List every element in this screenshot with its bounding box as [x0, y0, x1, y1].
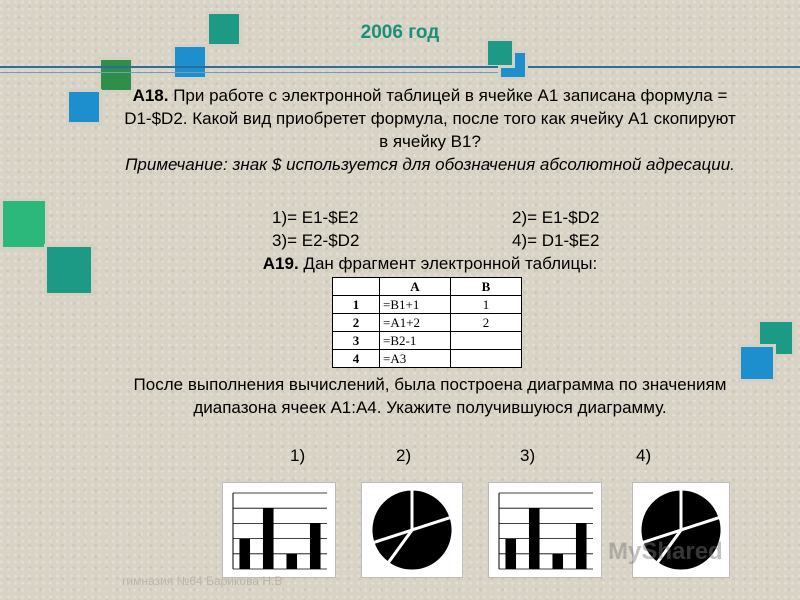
option-4: 4)= D1-$E2 — [512, 231, 600, 250]
decor-square — [172, 44, 208, 80]
a19-after-text: После выполнения вычислений, была построена диаграмма по значениям диапазона ячеек A1:A4. Укажите получившуюся диаграмму. — [133, 375, 727, 417]
table-cell — [451, 332, 522, 350]
table-cell: =B1+1 — [380, 296, 451, 314]
table-cell: 2 — [451, 314, 522, 332]
question-a18 — [118, 84, 742, 176]
bar — [576, 523, 587, 569]
answer-label-2: 2) — [396, 446, 412, 465]
row-number: 4 — [333, 350, 380, 368]
bar — [529, 508, 540, 569]
table-cell: 1 — [451, 296, 522, 314]
row-number: 2 — [333, 314, 380, 332]
bar — [505, 539, 516, 569]
table-header: B — [451, 278, 522, 296]
chart-option-2[interactable] — [361, 482, 463, 578]
table-header — [333, 278, 380, 296]
chart-option-1[interactable] — [222, 482, 336, 578]
a19-question: Дан фрагмент электронной таблицы: — [298, 254, 598, 273]
page-title: 2006 год — [360, 22, 440, 43]
bar — [263, 508, 274, 569]
table-row — [333, 296, 522, 314]
a18-question: При работе с электронной таблицей в ячейке A1 записана формула = D1-$D2. Какой вид приобретет формула, после того как ячейку A1 скопируют в ячейку B1? — [124, 86, 736, 151]
row-number: 1 — [333, 296, 380, 314]
spreadsheet-fragment — [332, 277, 522, 368]
chart-svg — [223, 483, 335, 577]
bar — [310, 523, 321, 569]
answer-label-1: 1) — [290, 446, 306, 465]
table-cell: =A3 — [380, 350, 451, 368]
chart-svg — [489, 483, 601, 577]
option-2: 2)= E1-$D2 — [512, 208, 600, 227]
bar — [286, 554, 297, 569]
question-a19 — [118, 252, 742, 275]
table-row — [333, 350, 522, 368]
chart-svg — [362, 483, 462, 577]
table-cell: =A1+2 — [380, 314, 451, 332]
option-3: 3)= E2-$D2 — [272, 231, 360, 250]
header-rule — [528, 66, 800, 68]
option-1: 1)= E1-$E2 — [272, 208, 359, 227]
table-cell — [451, 350, 522, 368]
table-row — [333, 332, 522, 350]
bar — [552, 554, 563, 569]
decor-square — [44, 244, 94, 296]
answer-label-3: 3) — [520, 446, 536, 465]
header-rule — [0, 72, 498, 73]
table-cell: =B2-1 — [380, 332, 451, 350]
a18-label: А18. — [132, 86, 169, 105]
decor-square — [738, 344, 776, 382]
chart-option-3[interactable] — [488, 482, 602, 578]
a18-note: Примечание: знак $ используется для обозначения абсолютной адресации. — [125, 155, 735, 174]
a19-label: А19. — [262, 254, 299, 273]
table-row — [333, 278, 522, 296]
table-row — [333, 314, 522, 332]
watermark-logo: MyShared — [608, 538, 723, 565]
footer-credit: гимназия №64 Барикова Н.В — [122, 574, 283, 588]
decor-square — [66, 89, 102, 125]
header-rule — [0, 66, 498, 68]
answer-label-4: 4) — [636, 446, 652, 465]
row-number: 3 — [333, 332, 380, 350]
decor-square — [0, 198, 48, 250]
bar — [239, 539, 250, 569]
table-header: A — [380, 278, 451, 296]
